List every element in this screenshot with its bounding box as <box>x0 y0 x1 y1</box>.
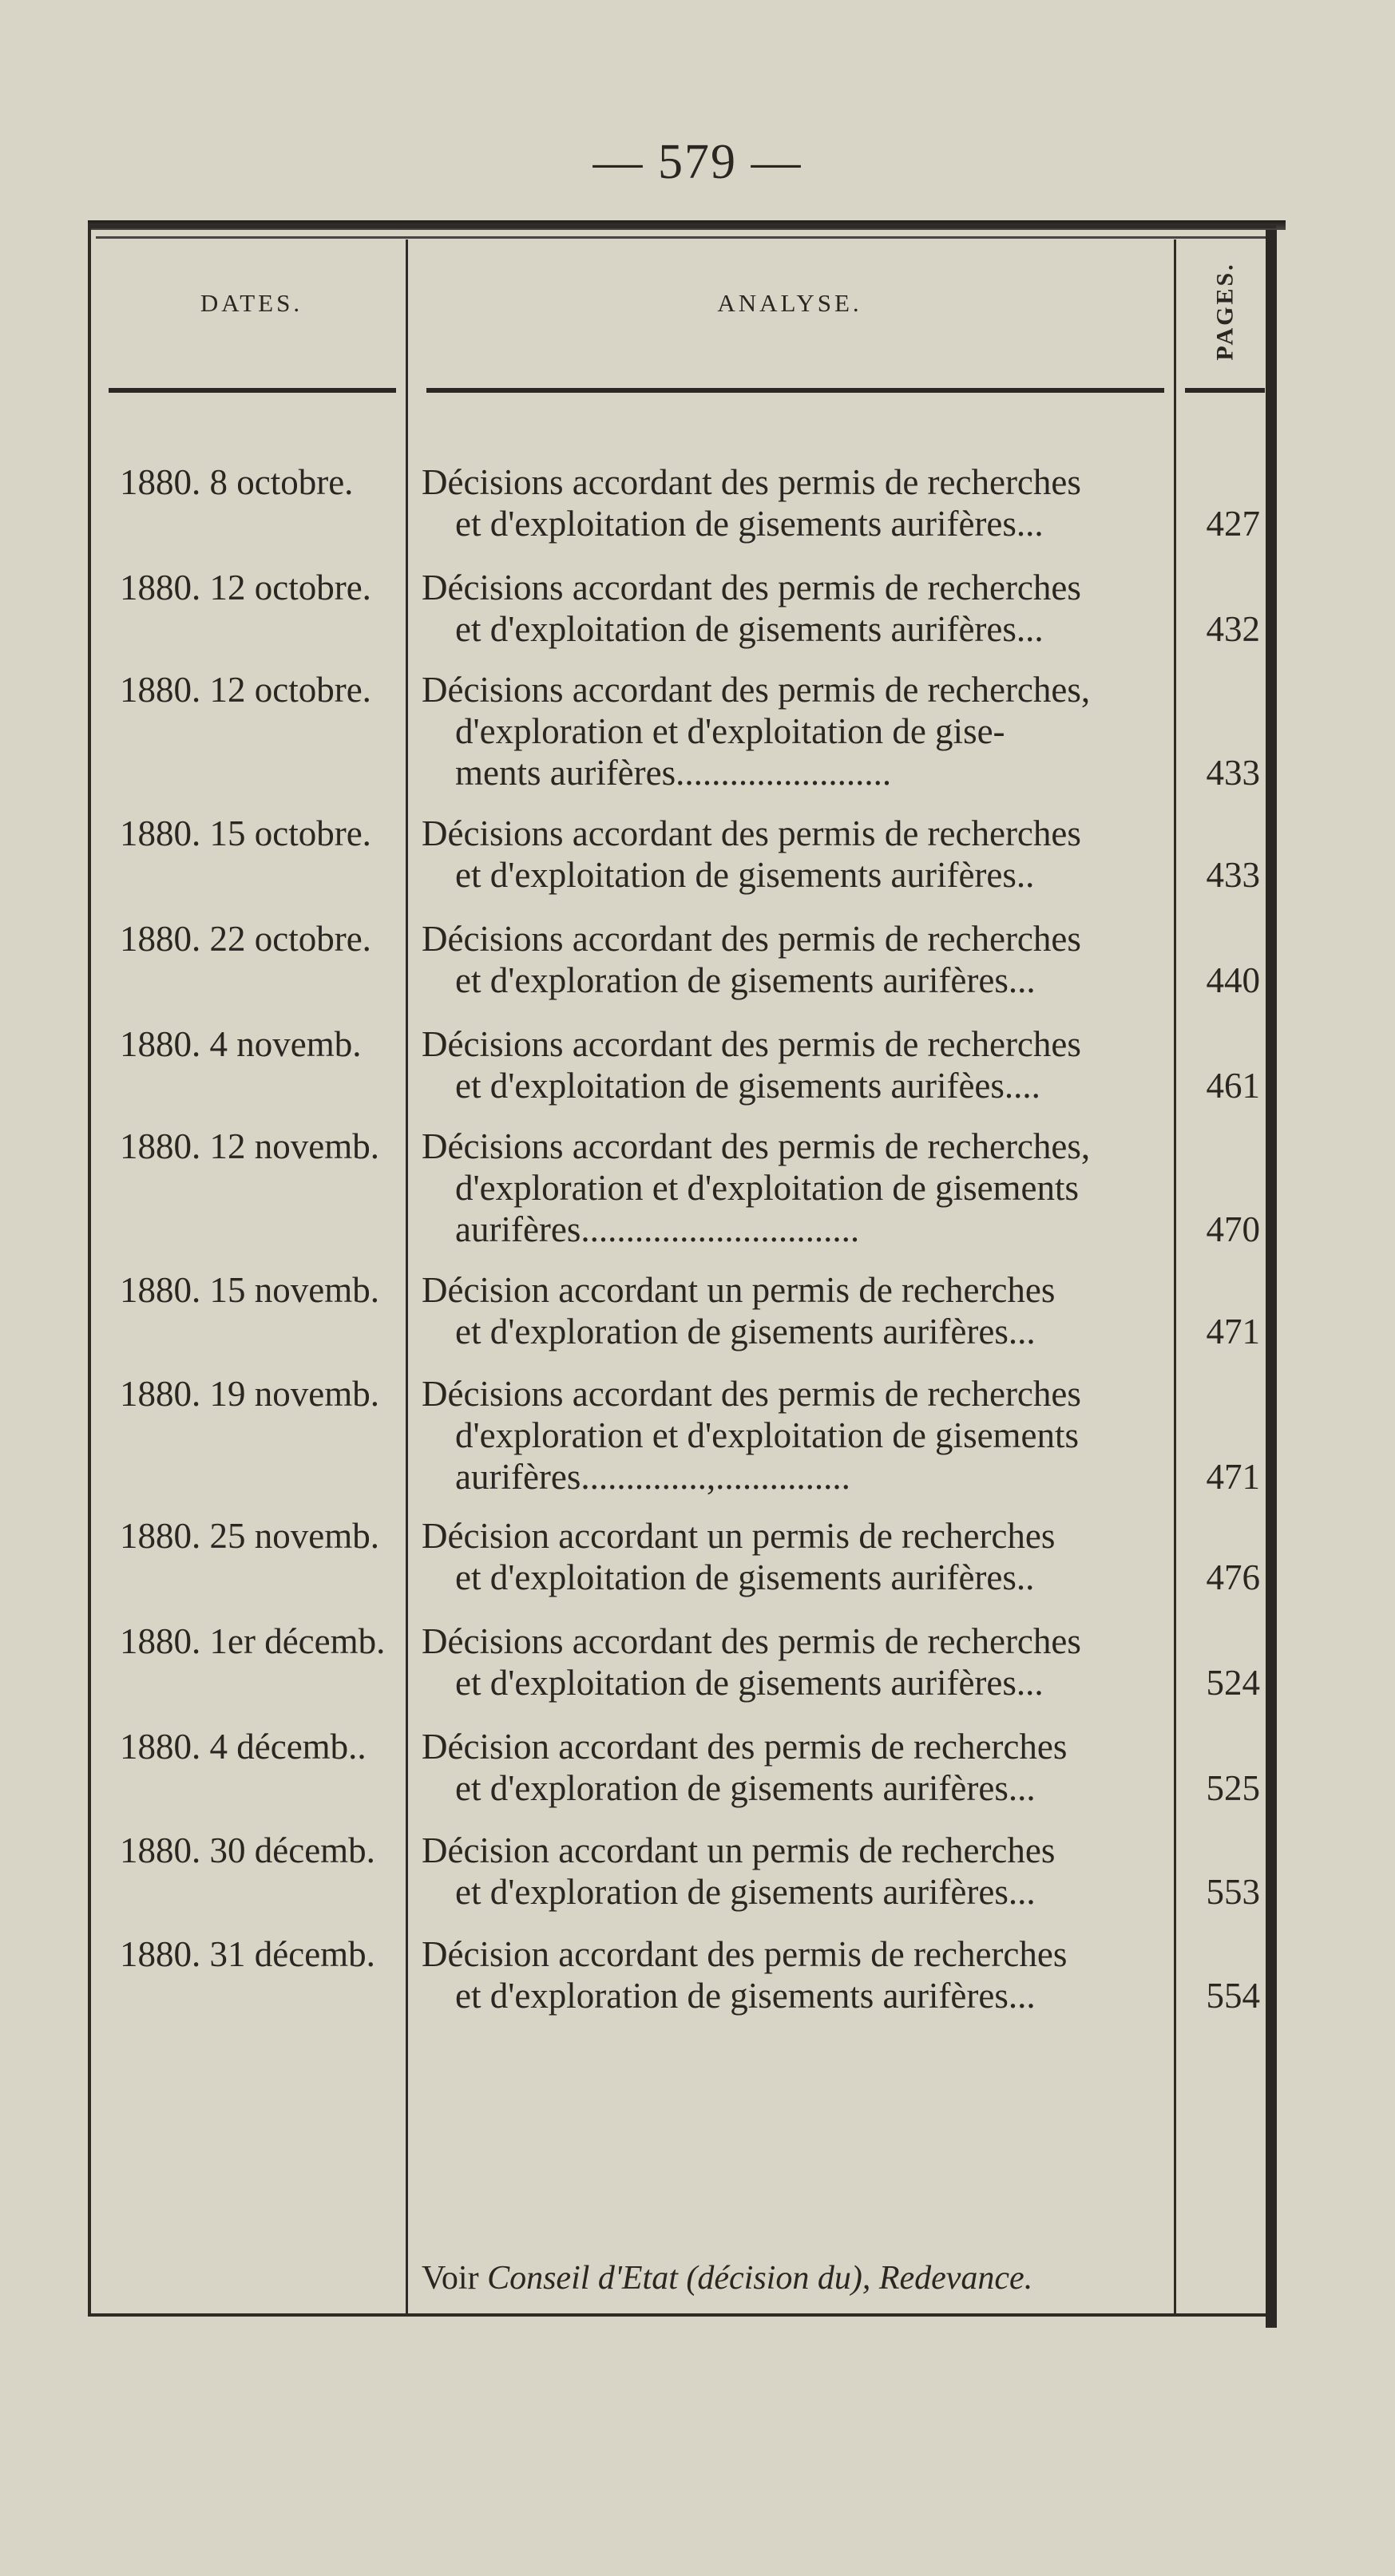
analysis-line: Décision accordant un permis de recherches <box>422 1270 1056 1310</box>
analysis-line: et d'exploration de gisements aurifères... <box>455 1872 1036 1912</box>
row-analysis <box>422 1830 1172 1913</box>
analysis-line: et d'exploitation de gisements aurifères... <box>455 609 1044 649</box>
analysis-line: et d'exploitation de gisements aurifères.. <box>455 1557 1035 1597</box>
analysis-line: et d'exploitation de gisements aurifères... <box>455 504 1044 544</box>
analysis-line: Décision accordant des permis de recherches <box>422 1727 1068 1767</box>
analysis-line: et d'exploitation de gisements aurifères.. <box>455 855 1035 895</box>
row-analysis <box>422 461 1172 544</box>
analysis-line: d'exploration et d'exploitation de gisements <box>455 1415 1080 1455</box>
row-page: 525 <box>1206 1768 1260 1808</box>
analysis-line: d'exploration et d'exploitation de gise- <box>455 711 1005 751</box>
analysis-line: Décision accordant un permis de recherches <box>422 1830 1056 1870</box>
header-analyse: ANALYSE. <box>717 289 862 317</box>
header-pages <box>1182 239 1270 383</box>
row-page: 433 <box>1206 753 1260 793</box>
row-date: 1880. 4 novemb. <box>120 1024 362 1064</box>
row-date: 1880. 12 octobre. <box>120 568 371 607</box>
analysis-line: et d'exploitation de gisements aurifèes.... <box>455 1066 1040 1106</box>
row-analysis <box>422 813 1172 896</box>
page-number: — 579 — <box>592 135 803 189</box>
row-date: 1880. 22 octobre. <box>120 919 371 959</box>
analysis-line: et d'exploration de gisements aurifères... <box>455 960 1036 1000</box>
row-page: 476 <box>1206 1557 1260 1597</box>
analysis-line: Décisions accordant des permis de recherches <box>422 1024 1081 1064</box>
row-date: 1880. 15 novemb. <box>120 1270 379 1310</box>
analysis-line: aurifères............................... <box>455 1209 860 1249</box>
row-analysis <box>422 669 1172 793</box>
row-page: 461 <box>1206 1066 1260 1106</box>
row-date: 1880. 1er décemb. <box>120 1621 386 1661</box>
analysis-line: Décisions accordant des permis de recherches <box>422 1621 1081 1661</box>
see-also <box>422 2259 1032 2297</box>
row-date: 1880. 15 octobre. <box>120 813 371 853</box>
analysis-line: Décisions accordant des permis de recherches <box>422 919 1081 959</box>
row-analysis <box>422 1373 1172 1498</box>
header-pages-label: PAGES. <box>1212 262 1239 361</box>
row-date: 1880. 31 décemb. <box>120 1934 375 1974</box>
header-rule-analyse <box>426 388 1164 393</box>
header-dates: DATES. <box>200 289 303 317</box>
row-page: 440 <box>1206 960 1260 1000</box>
analysis-line: Décision accordant des permis de recherches <box>422 1934 1068 1974</box>
row-page: 433 <box>1206 855 1260 895</box>
table-right-border <box>1266 230 1277 2328</box>
analysis-line: Décisions accordant des permis de recherches, <box>422 670 1091 710</box>
analysis-line: et d'exploitation de gisements aurifères... <box>455 1663 1044 1703</box>
row-date: 1880. 12 novemb. <box>120 1126 379 1166</box>
header-rule-dates <box>109 388 396 393</box>
header-rule-pages <box>1185 388 1265 393</box>
see-also-refs: Conseil d'Etat (décision du), Redevance. <box>487 2260 1033 2297</box>
row-analysis <box>422 1515 1172 1598</box>
analysis-line: et d'exploration de gisements aurifères... <box>455 1768 1036 1808</box>
see-also-prefix: Voir <box>422 2260 479 2297</box>
column-divider-pages <box>1174 239 1176 2317</box>
row-page: 471 <box>1206 1457 1260 1497</box>
analysis-line: Décisions accordant des permis de recherches, <box>422 1126 1091 1166</box>
row-analysis <box>422 1269 1172 1352</box>
analysis-line: et d'exploration de gisements aurifères... <box>455 1976 1036 2016</box>
analysis-line: Décisions accordant des permis de recherches <box>422 462 1081 502</box>
row-analysis <box>422 1126 1172 1250</box>
row-date: 1880. 19 novemb. <box>120 1374 379 1414</box>
row-analysis <box>422 567 1172 650</box>
analysis-line: d'exploration et d'exploitation de gisements <box>455 1168 1080 1208</box>
row-page: 553 <box>1206 1872 1260 1912</box>
row-page: 554 <box>1206 1976 1260 2016</box>
row-date: 1880. 4 décemb.. <box>120 1727 367 1767</box>
row-page: 427 <box>1206 504 1260 544</box>
row-analysis <box>422 918 1172 1001</box>
row-date: 1880. 12 octobre. <box>120 670 371 710</box>
row-analysis <box>422 1726 1172 1809</box>
row-date: 1880. 25 novemb. <box>120 1516 379 1556</box>
analysis-line: et d'exploration de gisements aurifères... <box>455 1312 1036 1351</box>
row-page: 524 <box>1206 1663 1260 1703</box>
row-analysis <box>422 1933 1172 2016</box>
row-date: 1880. 30 décemb. <box>120 1830 375 1870</box>
row-analysis <box>422 1620 1172 1703</box>
analysis-line: Décisions accordant des permis de recherches <box>422 1374 1081 1414</box>
analysis-line: Décisions accordant des permis de recherches <box>422 813 1081 853</box>
analysis-line: Décision accordant un permis de recherches <box>422 1516 1056 1556</box>
row-page: 470 <box>1206 1209 1260 1249</box>
row-analysis <box>422 1023 1172 1106</box>
column-divider-dates <box>406 239 408 2317</box>
row-date: 1880. 8 octobre. <box>120 462 354 502</box>
analysis-line: ments aurifères........................ <box>455 753 892 793</box>
analysis-line: Décisions accordant des permis de recherches <box>422 568 1081 607</box>
row-page: 432 <box>1206 609 1260 649</box>
analysis-line: aurifères..............,............... <box>455 1457 850 1497</box>
row-page: 471 <box>1206 1312 1260 1351</box>
